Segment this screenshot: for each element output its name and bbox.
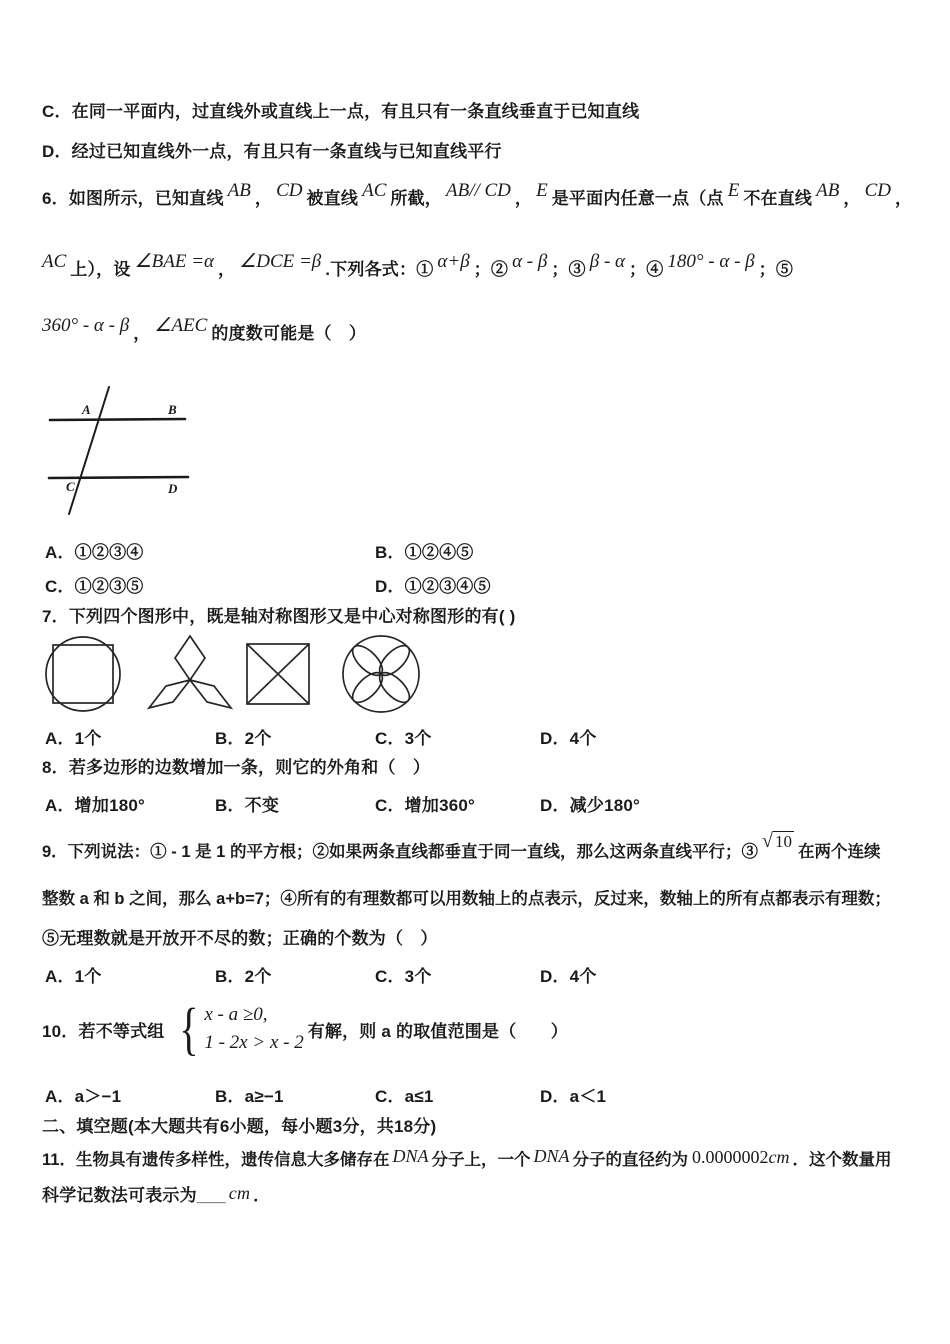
math-expression: CD: [864, 180, 891, 201]
math-expression: 180° - α - β: [667, 251, 755, 272]
math-expression: α - β: [512, 251, 548, 272]
option-d-line: D．经过已知直线外一点，有且只有一条直线与已知直线平行: [42, 142, 502, 161]
question-7-prompt: 7．下列四个图形中，既是轴对称图形又是中心对称图形的有( ): [42, 607, 516, 626]
math-expression: AB: [227, 180, 251, 201]
question-10-options-row: [45, 1082, 925, 1106]
text-segment: ；②: [473, 260, 509, 279]
option-b: B．a≥−1: [215, 1087, 284, 1106]
option-b: B．2个: [215, 729, 272, 748]
question-7-options-row: [45, 724, 925, 748]
sqrt-expression: [758, 832, 798, 851]
option-d: D．减少180°: [540, 796, 641, 815]
text-segment: ，: [843, 189, 861, 208]
math-expression: ∠AEC: [154, 315, 208, 336]
inequality-1: x - a ≥0,: [204, 1004, 268, 1025]
option-c: C．①②③⑤: [45, 577, 144, 596]
option-b: B．2个: [215, 967, 272, 986]
math-expression: DNA: [533, 1146, 570, 1166]
text-segment: ；③: [551, 260, 586, 279]
option-c: C．3个: [375, 967, 432, 986]
figure-circle-four-petals: [340, 633, 422, 715]
option-c-line: C．在同一平面内，过直线外或直线上一点，有且只有一条直线垂直于已知直线: [42, 102, 640, 121]
question-6-options-row-1: [45, 538, 925, 562]
option-b: B．不变: [215, 796, 280, 815]
text-segment: 不在直线: [743, 189, 813, 208]
question-8-options-row: [45, 791, 925, 815]
question-6-line-1: [42, 180, 913, 210]
text-segment: 所截，: [390, 189, 442, 208]
inequality-system: [204, 1001, 303, 1057]
question-8-prompt: 8．若多边形的边数增加一条，则它的外角和（ ）: [42, 758, 431, 777]
figure-circle-inscribed-square: [43, 633, 123, 715]
text-segment: ；④: [629, 260, 664, 279]
text-segment: 上），设: [70, 260, 131, 279]
text-segment: 科学记数法可表示为: [42, 1186, 197, 1205]
text-segment: 是平面内任意一点（点: [551, 189, 724, 208]
text-segment: 被直线: [306, 189, 359, 208]
question-10-prompt: [42, 996, 568, 1062]
question-9-line-3: ⑤无理数就是开放开不尽的数；正确的个数为（ ）: [42, 929, 438, 948]
text-segment: ．: [253, 1186, 271, 1205]
figure-square-with-diagonals: [242, 633, 314, 715]
text-segment: ，: [133, 324, 151, 343]
option-a: A．1个: [45, 967, 102, 986]
option-c: C．a≤1: [375, 1087, 434, 1106]
point-label-b: B: [168, 402, 177, 417]
text-segment: ，: [254, 189, 273, 208]
left-brace: {: [178, 996, 199, 1061]
math-expression: 360° - α - β: [42, 315, 130, 336]
line-ab: [50, 419, 185, 420]
option-b: B．①②④⑤: [375, 543, 474, 562]
question-9-options-row: [45, 962, 925, 986]
symmetry-figures-row: [0, 633, 950, 717]
section-2-header: 二、填空题(本大题共有6小题，每小题3分，共18分): [42, 1117, 437, 1136]
option-d: D．4个: [540, 729, 597, 748]
text-segment: 9．下列说法：① - 1 是 1 的平方根；②如果两条直线都垂直于同一直线，那么这两条直线平行；③: [42, 843, 758, 861]
option-c: C．3个: [375, 729, 432, 748]
math-expression: β - α: [589, 251, 626, 272]
figure-three-rhombi: [145, 633, 235, 715]
math-expression: E: [536, 180, 548, 201]
option-a: A．1个: [45, 729, 102, 748]
text-segment: 有解，则 a 的取值范围是（ ）: [307, 1021, 569, 1041]
option-d: D．4个: [540, 967, 597, 986]
point-label-d: D: [168, 481, 178, 496]
option-a: A．a＞−1: [45, 1087, 122, 1106]
radicand: 10: [774, 832, 792, 851]
radical-sign-icon: √: [761, 830, 773, 852]
option-c: C．增加360°: [375, 796, 476, 815]
math-expression: CD: [276, 180, 303, 201]
text-segment: ，: [218, 260, 236, 279]
text-segment: 10．若不等式组: [42, 1021, 165, 1041]
math-expression: DNA: [392, 1146, 429, 1166]
math-expression: ∠DCE =β: [239, 251, 322, 272]
question-6-options-row-2: [45, 572, 925, 596]
text-segment: 分子上，一个: [431, 1151, 531, 1169]
point-label-c: C: [66, 479, 75, 494]
line-cd: [49, 477, 188, 478]
parallel-lines-figure: [45, 383, 195, 518]
option-d: D．①②③④⑤: [375, 577, 491, 596]
inequality-2: 1 - 2x > x - 2: [204, 1032, 304, 1053]
fill-in-blank: ___: [196, 1186, 226, 1205]
text-segment: .下列各式：①: [325, 260, 434, 279]
math-expression: AB// CD: [445, 180, 511, 201]
text-segment: ；⑤: [758, 260, 794, 279]
math-expression: AC: [42, 251, 67, 272]
question-6-line-3: [42, 315, 367, 345]
number-value: 0.0000002: [691, 1147, 769, 1167]
text-segment: 的度数可能是（ ）: [211, 324, 367, 343]
unit-label: cm: [228, 1183, 251, 1203]
unit-label: cm: [768, 1147, 790, 1167]
question-11-line-1: [42, 1148, 891, 1171]
question-6-line-2: [42, 251, 794, 281]
option-d: D．a＜1: [540, 1087, 607, 1106]
text-segment: ，: [514, 189, 533, 208]
text-segment: 分子的直径约为: [572, 1151, 688, 1169]
question-11-line-2: [42, 1184, 270, 1207]
text-segment: 6．如图所示，已知直线: [42, 189, 224, 208]
math-expression: E: [727, 180, 740, 201]
option-a: A．①②③④: [45, 543, 144, 562]
math-expression: α+β: [437, 251, 470, 272]
math-expression: AB: [816, 180, 840, 201]
option-a: A．增加180°: [45, 796, 146, 815]
point-label-a: A: [82, 402, 91, 417]
text-segment: 11．生物具有遗传多样性，遗传信息大多储存在: [42, 1151, 390, 1169]
text-segment: ．这个数量用: [792, 1151, 892, 1169]
question-9-line-2: 整数 a 和 b 之间，那么 a+b=7；④所有的有理数都可以用数轴上的点表示，反过来，数轴上的所有点都表示有理数；: [42, 890, 891, 908]
text-segment: 在两个连续: [797, 843, 881, 861]
text-segment: ，: [894, 189, 913, 208]
math-expression: AC: [362, 180, 387, 201]
math-expression: ∠BAE =α: [134, 251, 214, 272]
question-9-line-1: [42, 830, 881, 863]
